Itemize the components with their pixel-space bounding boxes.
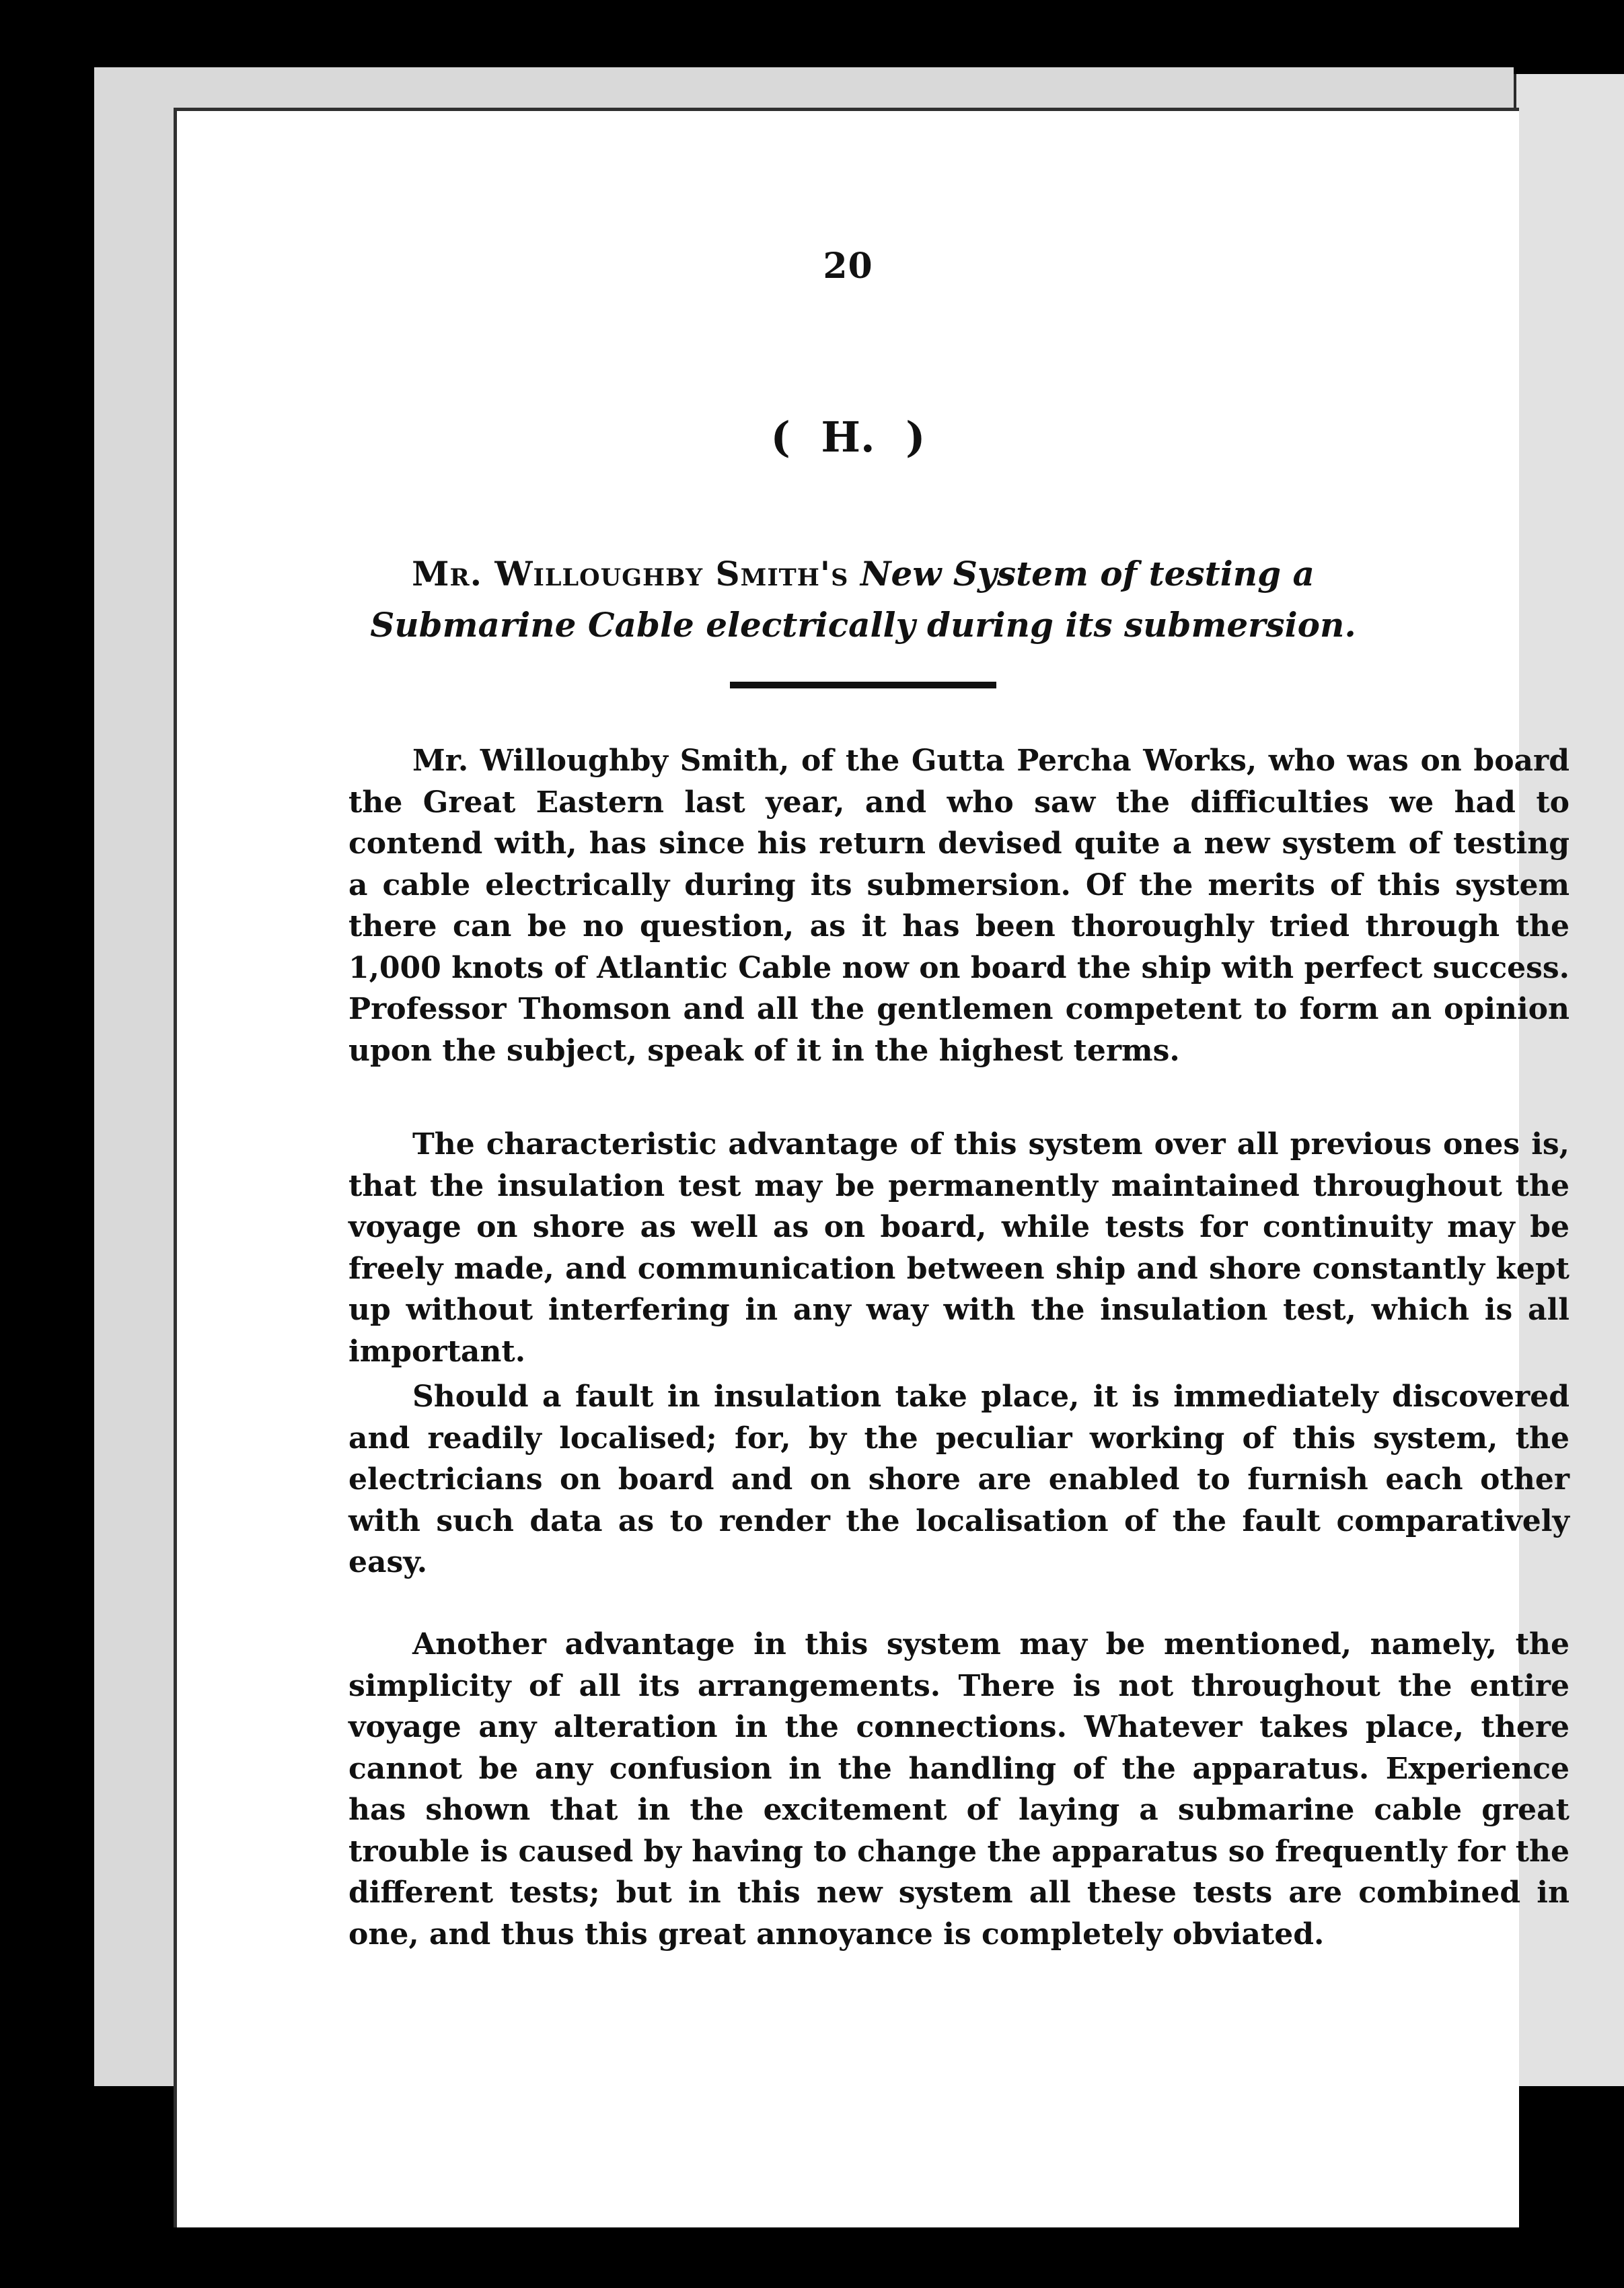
heading-title: New System of testing a Submarine Cable electrically during its submersion.: [370, 554, 1356, 645]
heading-divider: [730, 682, 996, 688]
heading-author: Mr. Willoughby Smith's: [412, 554, 849, 594]
document-page: [174, 108, 1570, 2227]
paragraph-1: Mr. Willoughby Smith, of the Gutta Percha Works, who was on board the Great Eastern last year, and who saw the difficulties we had to contend with, has since his return devised quite a new system of testing a cable electrically during its submersion. Of the merits of this system there can be no question, as it has been thoroughly tried through the 1,000 knots of Atlantic Cable now on board the ship with perfect success. Professor Thomson and all the gentlemen competent to form an opinion upon the subject, speak of it in the highest terms.: [348, 744, 1570, 1068]
article-heading: [332, 548, 1395, 651]
paragraph-2: The characteristic advantage of this system over all previous ones is, that the insulation test may be permanently maintained throughout the voyage on shore as well as on board, while tests for continuity may be freely made, and communication between ship and shore constantly kept up without interfering in any way with the insulation test, which is all important.: [348, 1127, 1570, 1369]
paragraph-4: Another advantage in this system may be mentioned, namely, the simplicity of all its arrangements. There is not throughout the entire voyage any alteration in the connections. Whatever takes place, there cannot be any confusion in the handling of the apparatus. Experience has shown that in the excitement of laying a submarine cable great trouble is caused by having to change the apparatus so frequently for the different tests; but in this new system all these tests are combined in one, and thus this great annoyance is completely obviated.: [348, 1627, 1570, 1952]
paragraph-3: Should a fault in insulation take place, it is immediately discovered and readily localised; for, by the peculiar working of this system, the electricians on board and on shore are enabled to furnish each other with such data as to render the localisation of the fault comparatively easy.: [348, 1380, 1570, 1579]
page-number: 20: [823, 246, 873, 287]
section-label: ( H. ): [770, 413, 926, 462]
